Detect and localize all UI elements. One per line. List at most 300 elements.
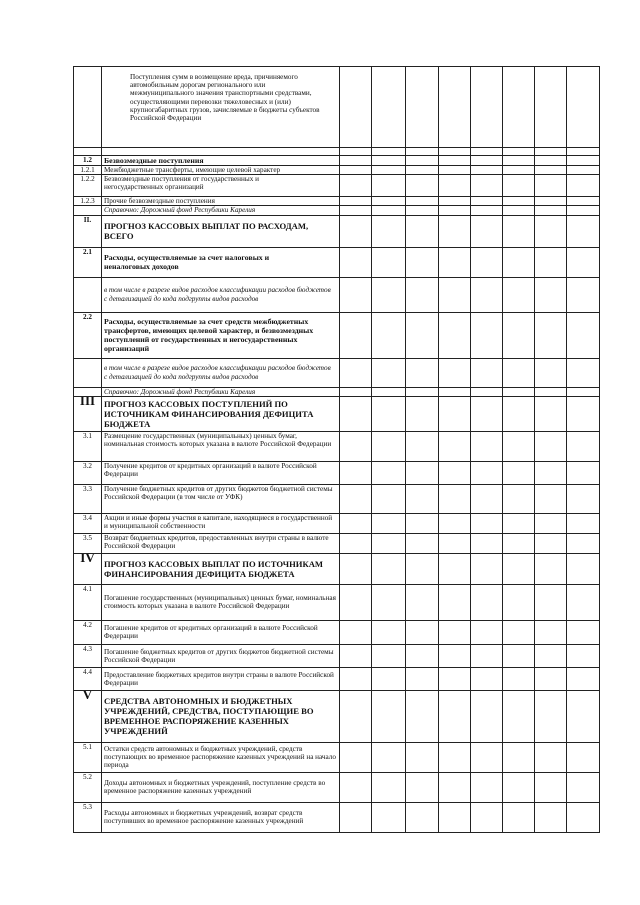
row-text: СРЕДСТВА АВТОНОМНЫХ И БЮДЖЕТНЫХ УЧРЕЖДЕНИЙ, СРЕДСТВА, ПОСТУПАЮЩИЕ ВО ВРЕМЕННОЕ РАСПОРЯЖЕНИЕ КАЗЕННЫХ УЧРЕЖДЕНИЙ xyxy=(102,690,340,742)
value-cell xyxy=(567,175,600,197)
value-cell xyxy=(503,387,535,396)
value-cell xyxy=(340,690,372,742)
value-cell xyxy=(340,277,372,312)
value-cell xyxy=(439,620,471,644)
value-cell xyxy=(340,553,372,584)
value-cell xyxy=(372,431,406,461)
value-cell xyxy=(503,690,535,742)
value-cell xyxy=(340,215,372,247)
value-cell xyxy=(471,247,503,277)
row-number: 5.2 xyxy=(74,772,102,802)
row-number xyxy=(74,358,102,387)
value-cell xyxy=(471,387,503,396)
value-cell xyxy=(406,197,439,206)
value-cell xyxy=(372,166,406,175)
row-number: 3.1 xyxy=(74,431,102,461)
value-cell xyxy=(340,396,372,431)
value-cell xyxy=(340,644,372,667)
value-cell xyxy=(535,690,567,742)
value-cell xyxy=(406,206,439,215)
table-row xyxy=(74,247,600,277)
value-cell xyxy=(406,148,439,156)
table-row xyxy=(74,690,600,742)
table-row xyxy=(74,197,600,206)
value-cell xyxy=(503,484,535,513)
value-cell xyxy=(439,802,471,832)
value-cell xyxy=(439,667,471,690)
table-row xyxy=(74,484,600,513)
row-text: Предоставление бюджетных кредитов внутри страны в валюте Российской Федерации xyxy=(102,667,340,690)
value-cell xyxy=(406,247,439,277)
value-cell xyxy=(567,215,600,247)
value-cell xyxy=(406,387,439,396)
value-cell xyxy=(439,461,471,484)
value-cell xyxy=(439,584,471,620)
value-cell xyxy=(340,667,372,690)
value-cell xyxy=(372,148,406,156)
row-text: Получение кредитов от кредитных организаций в валюте Российской Федерации xyxy=(102,461,340,484)
value-cell xyxy=(439,156,471,166)
row-text: Акции и иные формы участия в капитале, находящиеся в государственной и муниципальной собственности xyxy=(102,513,340,533)
value-cell xyxy=(471,166,503,175)
row-number: 3.2 xyxy=(74,461,102,484)
value-cell xyxy=(340,802,372,832)
row-number: 2.1 xyxy=(74,247,102,277)
value-cell xyxy=(406,166,439,175)
value-cell xyxy=(471,431,503,461)
value-cell xyxy=(503,67,535,148)
table-row xyxy=(74,461,600,484)
value-cell xyxy=(372,156,406,166)
value-cell xyxy=(535,67,567,148)
table-row xyxy=(74,67,600,148)
value-cell xyxy=(535,396,567,431)
value-cell xyxy=(471,644,503,667)
value-cell xyxy=(372,533,406,553)
table-body xyxy=(74,67,600,833)
table-row xyxy=(74,358,600,387)
value-cell xyxy=(372,215,406,247)
value-cell xyxy=(535,484,567,513)
value-cell xyxy=(406,156,439,166)
value-cell xyxy=(535,772,567,802)
value-cell xyxy=(535,513,567,533)
row-number xyxy=(74,387,102,396)
table-row xyxy=(74,396,600,431)
value-cell xyxy=(471,148,503,156)
value-cell xyxy=(340,358,372,387)
value-cell xyxy=(340,387,372,396)
value-cell xyxy=(372,461,406,484)
table-row xyxy=(74,277,600,312)
value-cell xyxy=(406,772,439,802)
value-cell xyxy=(340,312,372,358)
row-text: Межбюджетные трансферты, имеющие целевой характер xyxy=(102,166,340,175)
value-cell xyxy=(567,387,600,396)
value-cell xyxy=(340,584,372,620)
value-cell xyxy=(372,175,406,197)
value-cell xyxy=(372,67,406,148)
row-number: 5.1 xyxy=(74,742,102,772)
value-cell xyxy=(372,513,406,533)
row-text: Расходы автономных и бюджетных учреждений, возврат средств поступивших во временное распоряжение казенных учреждений xyxy=(102,802,340,832)
value-cell xyxy=(567,742,600,772)
table-row xyxy=(74,166,600,175)
value-cell xyxy=(503,396,535,431)
value-cell xyxy=(471,277,503,312)
row-text: Справочно: Дорожный фонд Республики Карелия xyxy=(102,387,340,396)
row-number: 4.1 xyxy=(74,584,102,620)
value-cell xyxy=(503,802,535,832)
value-cell xyxy=(406,644,439,667)
value-cell xyxy=(535,553,567,584)
value-cell xyxy=(372,277,406,312)
value-cell xyxy=(503,148,535,156)
value-cell xyxy=(535,206,567,215)
value-cell xyxy=(535,156,567,166)
value-cell xyxy=(372,644,406,667)
row-number: 1.2 xyxy=(74,156,102,166)
value-cell xyxy=(372,358,406,387)
value-cell xyxy=(567,67,600,148)
value-cell xyxy=(567,247,600,277)
value-cell xyxy=(340,67,372,148)
value-cell xyxy=(372,197,406,206)
value-cell xyxy=(567,802,600,832)
row-number: 4.4 xyxy=(74,667,102,690)
value-cell xyxy=(340,247,372,277)
value-cell xyxy=(372,742,406,772)
value-cell xyxy=(503,620,535,644)
value-cell xyxy=(439,396,471,431)
value-cell xyxy=(406,461,439,484)
value-cell xyxy=(439,148,471,156)
value-cell xyxy=(406,690,439,742)
row-number: 1.2.2 xyxy=(74,175,102,197)
value-cell xyxy=(471,620,503,644)
table-row xyxy=(74,584,600,620)
value-cell xyxy=(503,667,535,690)
value-cell xyxy=(340,197,372,206)
value-cell xyxy=(503,166,535,175)
value-cell xyxy=(535,667,567,690)
value-cell xyxy=(535,742,567,772)
value-cell xyxy=(471,396,503,431)
value-cell xyxy=(340,484,372,513)
value-cell xyxy=(439,175,471,197)
value-cell xyxy=(503,584,535,620)
value-cell xyxy=(340,620,372,644)
value-cell xyxy=(406,667,439,690)
table-row xyxy=(74,513,600,533)
value-cell xyxy=(503,197,535,206)
value-cell xyxy=(471,513,503,533)
row-text: Погашение кредитов от кредитных организаций в валюте Российской Федерации xyxy=(102,620,340,644)
value-cell xyxy=(406,175,439,197)
row-text: Получение бюджетных кредитов от других бюджетов бюджетной системы Российской Федерации (в том числе от УФК) xyxy=(102,484,340,513)
value-cell xyxy=(372,690,406,742)
value-cell xyxy=(535,215,567,247)
row-text: Безвозмездные поступления xyxy=(102,156,340,166)
value-cell xyxy=(567,396,600,431)
table-row xyxy=(74,772,600,802)
row-text xyxy=(102,148,340,156)
table-row xyxy=(74,802,600,832)
value-cell xyxy=(372,396,406,431)
value-cell xyxy=(471,215,503,247)
value-cell xyxy=(471,584,503,620)
value-cell xyxy=(340,431,372,461)
value-cell xyxy=(535,533,567,553)
value-cell xyxy=(340,772,372,802)
value-cell xyxy=(372,247,406,277)
value-cell xyxy=(439,690,471,742)
row-number: 4.2 xyxy=(74,620,102,644)
value-cell xyxy=(535,387,567,396)
value-cell xyxy=(535,431,567,461)
table-row xyxy=(74,148,600,156)
value-cell xyxy=(372,553,406,584)
value-cell xyxy=(535,802,567,832)
row-text: ПРОГНОЗ КАССОВЫХ ПОСТУПЛЕНИЙ ПО ИСТОЧНИКАМ ФИНАНСИРОВАНИЯ ДЕФИЦИТА БЮДЖЕТА xyxy=(102,396,340,431)
value-cell xyxy=(503,513,535,533)
row-number xyxy=(74,277,102,312)
table-row xyxy=(74,312,600,358)
value-cell xyxy=(406,484,439,513)
row-text: Остатки средств автономных и бюджетных учреждений, средств поступающих во временное распоряжение казенных учреждений на начало периода xyxy=(102,742,340,772)
row-number: 3.5 xyxy=(74,533,102,553)
value-cell xyxy=(567,690,600,742)
value-cell xyxy=(471,312,503,358)
value-cell xyxy=(340,156,372,166)
row-number xyxy=(74,148,102,156)
value-cell xyxy=(503,644,535,667)
value-cell xyxy=(439,644,471,667)
value-cell xyxy=(406,67,439,148)
value-cell xyxy=(439,312,471,358)
value-cell xyxy=(567,206,600,215)
value-cell xyxy=(439,387,471,396)
table-row xyxy=(74,620,600,644)
row-text: Возврат бюджетных кредитов, предоставленных внутри страны в валюте Российской Федерации xyxy=(102,533,340,553)
value-cell xyxy=(340,175,372,197)
value-cell xyxy=(372,772,406,802)
value-cell xyxy=(471,484,503,513)
value-cell xyxy=(567,584,600,620)
value-cell xyxy=(340,206,372,215)
value-cell xyxy=(340,513,372,533)
value-cell xyxy=(567,312,600,358)
value-cell xyxy=(340,148,372,156)
value-cell xyxy=(535,277,567,312)
row-text: Расходы, осуществляемые за счет налоговых и неналоговых доходов xyxy=(102,247,340,277)
value-cell xyxy=(439,772,471,802)
value-cell xyxy=(567,166,600,175)
value-cell xyxy=(503,742,535,772)
row-text: Справочно: Дорожный фонд Республики Карелия xyxy=(102,206,340,215)
value-cell xyxy=(406,215,439,247)
value-cell xyxy=(340,742,372,772)
value-cell xyxy=(372,667,406,690)
row-number: 3.4 xyxy=(74,513,102,533)
value-cell xyxy=(439,247,471,277)
table-row xyxy=(74,533,600,553)
table-row xyxy=(74,667,600,690)
value-cell xyxy=(372,484,406,513)
row-text: Погашение государственных (муниципальных) ценных бумаг, номинальная стоимость которых указана в валюте Российской Федерации xyxy=(102,584,340,620)
value-cell xyxy=(439,67,471,148)
value-cell xyxy=(406,533,439,553)
value-cell xyxy=(567,156,600,166)
table-row xyxy=(74,175,600,197)
value-cell xyxy=(535,175,567,197)
table-row xyxy=(74,644,600,667)
row-text: в том числе в разрезе видов расходов классификации расходов бюджетов с детализацией до кода подгруппы видов расходов xyxy=(102,277,340,312)
value-cell xyxy=(439,533,471,553)
value-cell xyxy=(567,148,600,156)
row-number: 2.2 xyxy=(74,312,102,358)
value-cell xyxy=(372,387,406,396)
value-cell xyxy=(567,358,600,387)
value-cell xyxy=(567,431,600,461)
row-text: Прочие безвозмездные поступления xyxy=(102,197,340,206)
value-cell xyxy=(439,431,471,461)
value-cell xyxy=(567,772,600,802)
row-number: 4.3 xyxy=(74,644,102,667)
value-cell xyxy=(471,802,503,832)
value-cell xyxy=(406,620,439,644)
value-cell xyxy=(439,553,471,584)
value-cell xyxy=(406,396,439,431)
value-cell xyxy=(567,461,600,484)
value-cell xyxy=(439,358,471,387)
row-text: Поступления сумм в возмещение вреда, причиняемого автомобильным дорогам регионального или межмуниципального значения транспортными средствами, осуществляющими перевозки тяжеловесных и (или) крупногабаритных грузов, зачисляемые в бюджеты субъектов Российской Федерации xyxy=(102,67,340,148)
value-cell xyxy=(535,620,567,644)
value-cell xyxy=(439,166,471,175)
value-cell xyxy=(535,166,567,175)
value-cell xyxy=(406,553,439,584)
value-cell xyxy=(503,358,535,387)
value-cell xyxy=(406,312,439,358)
value-cell xyxy=(503,175,535,197)
value-cell xyxy=(535,644,567,667)
value-cell xyxy=(567,513,600,533)
value-cell xyxy=(471,358,503,387)
row-text: Доходы автономных и бюджетных учреждений, поступление средств во временное распоряжение казенных учреждений xyxy=(102,772,340,802)
value-cell xyxy=(471,67,503,148)
value-cell xyxy=(535,461,567,484)
value-cell xyxy=(372,802,406,832)
table-row xyxy=(74,206,600,215)
value-cell xyxy=(503,277,535,312)
value-cell xyxy=(567,533,600,553)
value-cell xyxy=(503,553,535,584)
value-cell xyxy=(406,358,439,387)
value-cell xyxy=(439,742,471,772)
value-cell xyxy=(567,553,600,584)
row-number xyxy=(74,67,102,148)
row-number: 5.3 xyxy=(74,802,102,832)
value-cell xyxy=(503,772,535,802)
value-cell xyxy=(567,277,600,312)
row-number: 1.2.3 xyxy=(74,197,102,206)
row-text: в том числе в разрезе видов расходов классификации расходов бюджетов с детализацией до кода подгруппы видов расходов xyxy=(102,358,340,387)
budget-forecast-page xyxy=(73,66,600,833)
value-cell xyxy=(503,461,535,484)
row-text: Безвозмездные поступления от государственных и негосударственных организаций xyxy=(102,175,340,197)
value-cell xyxy=(567,644,600,667)
value-cell xyxy=(503,215,535,247)
value-cell xyxy=(471,553,503,584)
row-text: ПРОГНОЗ КАССОВЫХ ВЫПЛАТ ПО РАСХОДАМ, ВСЕГО xyxy=(102,215,340,247)
table-row xyxy=(74,742,600,772)
table-row xyxy=(74,156,600,166)
value-cell xyxy=(535,197,567,206)
table-row xyxy=(74,215,600,247)
row-number: 1.2.1 xyxy=(74,166,102,175)
value-cell xyxy=(406,584,439,620)
row-text: Погашение бюджетных кредитов от других бюджетов бюджетной системы Российской Федерации xyxy=(102,644,340,667)
row-number: III xyxy=(74,396,102,431)
value-cell xyxy=(471,533,503,553)
row-number: 3.3 xyxy=(74,484,102,513)
value-cell xyxy=(406,431,439,461)
value-cell xyxy=(372,312,406,358)
value-cell xyxy=(471,197,503,206)
value-cell xyxy=(471,156,503,166)
value-cell xyxy=(503,533,535,553)
value-cell xyxy=(372,584,406,620)
value-cell xyxy=(535,148,567,156)
value-cell xyxy=(439,215,471,247)
row-number xyxy=(74,206,102,215)
budget-forecast-table xyxy=(73,66,600,833)
value-cell xyxy=(439,513,471,533)
value-cell xyxy=(535,358,567,387)
value-cell xyxy=(471,461,503,484)
value-cell xyxy=(567,484,600,513)
value-cell xyxy=(340,533,372,553)
value-cell xyxy=(471,690,503,742)
table-row xyxy=(74,553,600,584)
row-number: IV xyxy=(74,553,102,584)
value-cell xyxy=(372,206,406,215)
value-cell xyxy=(567,197,600,206)
value-cell xyxy=(471,742,503,772)
value-cell xyxy=(567,620,600,644)
value-cell xyxy=(439,277,471,312)
value-cell xyxy=(535,312,567,358)
value-cell xyxy=(503,206,535,215)
value-cell xyxy=(471,667,503,690)
row-text: Размещение государственных (муниципальных) ценных бумаг, номинальная стоимость которых указана в валюте Российской Федерации xyxy=(102,431,340,461)
value-cell xyxy=(471,175,503,197)
value-cell xyxy=(439,197,471,206)
value-cell xyxy=(503,156,535,166)
row-number: V xyxy=(74,690,102,742)
value-cell xyxy=(471,206,503,215)
value-cell xyxy=(503,312,535,358)
value-cell xyxy=(406,742,439,772)
value-cell xyxy=(535,584,567,620)
row-number: II. xyxy=(74,215,102,247)
value-cell xyxy=(340,461,372,484)
value-cell xyxy=(503,247,535,277)
row-text: Расходы, осуществляемые за счет средств межбюджетных трансфертов, имеющих целевой характер, и безвозмездных поступлений от государственных и негосударственных организаций xyxy=(102,312,340,358)
value-cell xyxy=(340,166,372,175)
value-cell xyxy=(372,620,406,644)
value-cell xyxy=(439,206,471,215)
